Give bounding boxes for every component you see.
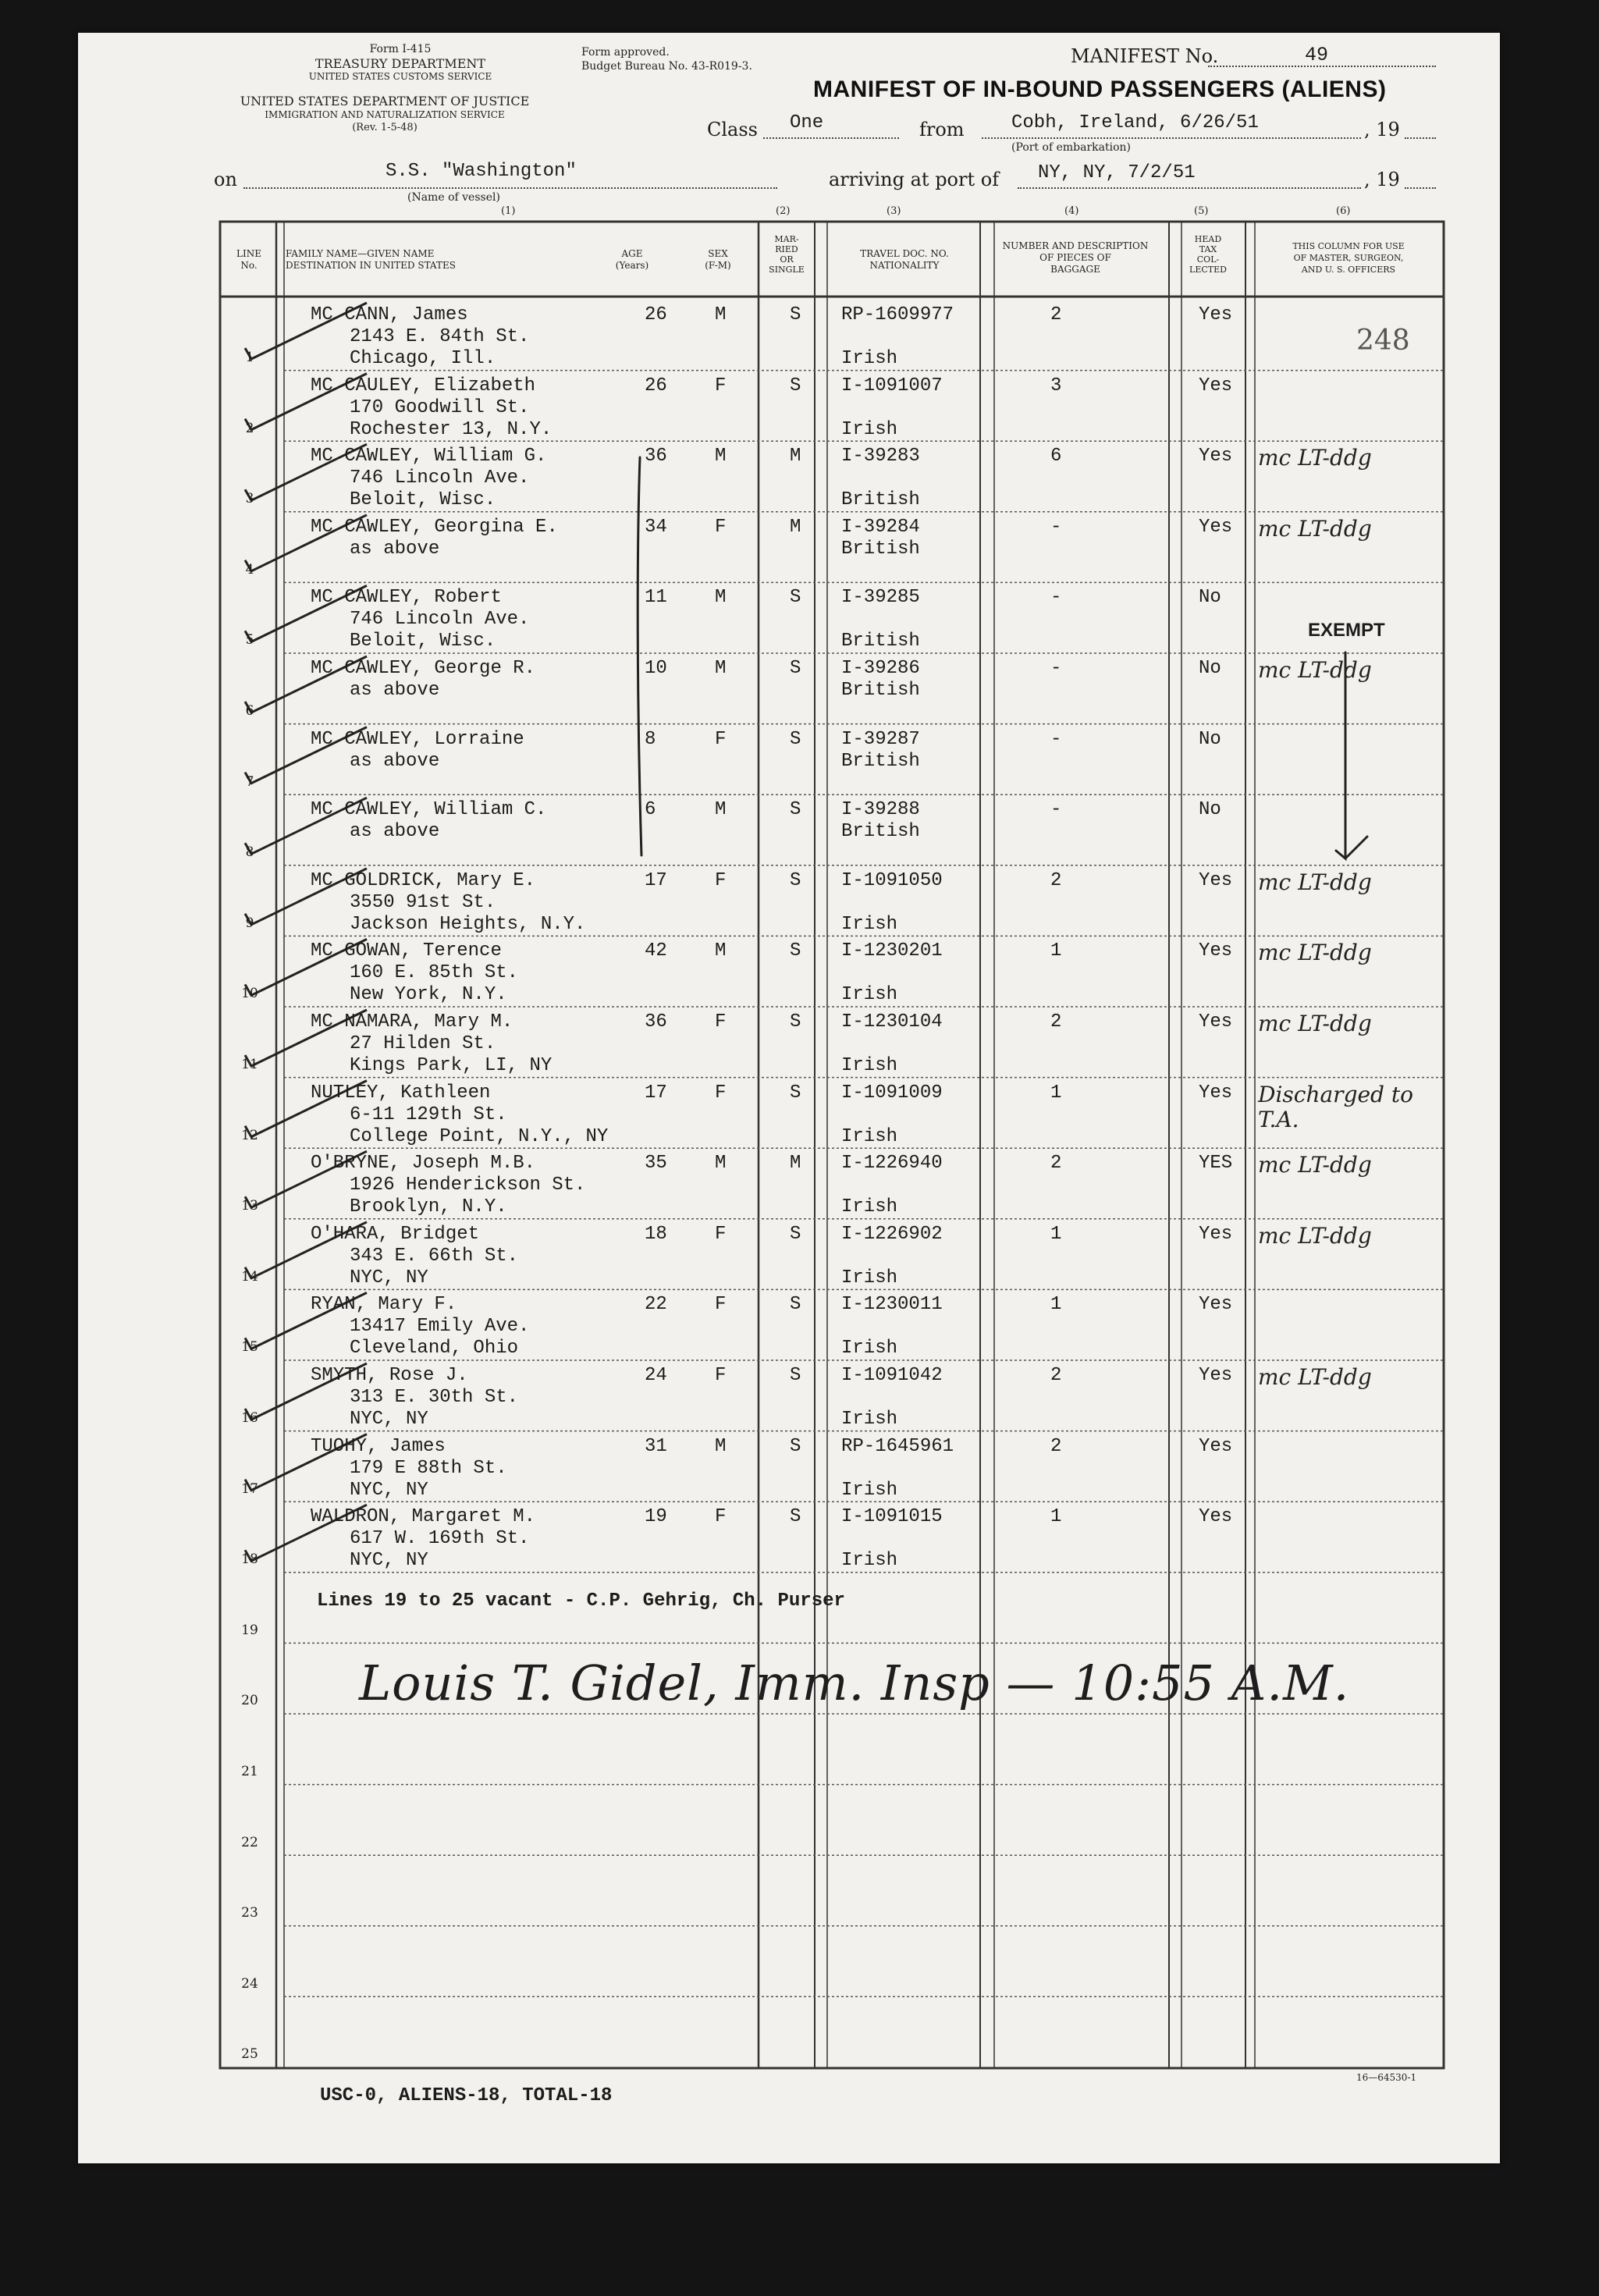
baggage-count: - [1050,799,1062,821]
treasury-dept: TREASURY DEPARTMENT [314,56,486,71]
empty-line-number: 25 [241,2046,258,2063]
destination-address: 179 E 88th St. [350,1457,507,1479]
head-tax-collected: Yes [1199,446,1233,467]
sex-value: F [715,1294,727,1316]
sex-value: F [715,1082,727,1104]
sex-value: M [715,304,727,325]
form-print-code: 16—64530-1 [1356,2072,1417,2083]
officer-annotation: mc LT-ddg [1258,515,1372,542]
age-value: 6 [645,799,656,821]
head-tax-collected: Yes [1199,1294,1233,1316]
nationality: Irish [841,1055,898,1076]
sex-value: F [715,1365,727,1386]
marital-status: S [790,375,801,396]
travel-doc-number: I-39288 [841,799,920,821]
marital-status: S [790,304,801,325]
travel-doc-number: I-1091009 [841,1082,943,1104]
age-value: 17 [645,869,667,891]
marital-status: S [790,587,801,609]
marital-status: S [790,1223,801,1245]
form-approved: Form approved. [581,46,670,59]
nationality: Irish [841,984,898,1006]
nationality: Irish [841,1409,898,1430]
destination-city: Jackson Heights, N.Y. [350,913,586,935]
age-value: 26 [645,304,667,325]
passenger-name: MC CAWLEY, Georgina E. [311,516,558,538]
destination-city: Brooklyn, N.Y. [350,1196,507,1218]
destination-city: Beloit, Wisc. [350,631,496,652]
sex-value: F [715,728,727,750]
from-label: from [919,119,965,140]
nationality: Irish [841,348,898,369]
destination-address: 746 Lincoln Ave. [350,609,530,631]
line-number: 12 [241,1127,258,1143]
age-value: 36 [645,446,667,467]
marital-status: S [790,1011,801,1032]
destination-city: NYC, NY [350,1267,428,1288]
arrival-port: NY, NY, 7/2/51 [1038,162,1196,183]
head-tax-collected: No [1199,799,1221,821]
passenger-name: SMYTH, Rose J. [311,1365,468,1386]
marital-status: M [790,1153,801,1175]
destination-address: 746 Lincoln Ave. [350,467,530,489]
line-number: 15 [241,1339,258,1356]
destination-city: Rochester 13, N.Y. [350,418,553,440]
destination-address: as above [350,750,440,772]
passenger-name: MC CAWLEY, George R. [311,658,536,679]
destination-city: Chicago, Ill. [350,348,496,369]
sex-value: M [715,1153,727,1175]
sex-value: F [715,1011,727,1032]
line-number: 8 [245,844,254,861]
form-number: Form I-415 [369,43,432,55]
travel-doc-number: I-1226940 [841,1153,943,1175]
empty-line-number: 22 [241,1834,258,1850]
nationality: Irish [841,1338,898,1359]
line-number: 18 [241,1551,258,1568]
marital-status: S [790,869,801,891]
class-value: One [790,112,824,133]
destination-address: 27 Hilden St. [350,1033,496,1054]
line-number: 7 [245,773,254,790]
class-label: Class [707,119,758,140]
nationality: Irish [841,1550,898,1572]
marital-status: S [790,1294,801,1316]
passenger-name: MC GOLDRICK, Mary E. [311,869,536,891]
sex-value: F [715,516,727,538]
col-number: (2) [776,205,791,217]
vessel-name: S.S. "Washington" [386,161,577,182]
year-suffix-2: , 19 [1364,169,1400,190]
baggage-count: 2 [1050,304,1062,325]
age-value: 19 [645,1506,667,1528]
passenger-name: MC CAULEY, Elizabeth [311,375,536,396]
marital-status: S [790,940,801,962]
head-tax-collected: Yes [1199,869,1233,891]
age-value: 34 [645,516,667,538]
travel-doc-number: I-1226902 [841,1223,943,1245]
destination-city: NYC, NY [350,1409,428,1430]
age-value: 10 [645,658,667,679]
col-number: (3) [887,205,901,217]
travel-doc-number: I-39286 [841,658,920,679]
baggage-count: 3 [1050,375,1062,396]
line-number: 14 [241,1268,258,1285]
head-tax-collected: No [1199,658,1221,679]
destination-city: New York, N.Y. [350,984,507,1006]
baggage-count: 2 [1050,1011,1062,1032]
baggage-count: 2 [1050,1435,1062,1457]
travel-doc-number: RP-1609977 [841,304,954,325]
travel-doc-number: I-1091050 [841,869,943,891]
year-suffix-1: , 19 [1364,119,1400,140]
empty-line-number: 23 [241,1905,258,1921]
passenger-name: MC CAWLEY, William C. [311,799,547,821]
age-value: 42 [645,940,667,962]
marital-status: M [790,446,801,467]
travel-doc-number: I-39287 [841,728,920,750]
head-tax-collected: Yes [1199,1506,1233,1528]
officer-annotation: Discharged to T.A. [1258,1081,1413,1132]
officer-annotation: mc LT-ddg [1258,1222,1372,1249]
marital-status: S [790,658,801,679]
travel-doc-number: RP-1645961 [841,1435,954,1457]
empty-line-number: 21 [241,1764,258,1779]
baggage-count: 6 [1050,446,1062,467]
header-sex: SEX (F-M) [705,248,731,271]
destination-address: as above [350,821,440,843]
officer-annotation: mc LT-ddg [1258,869,1372,895]
nationality: Irish [841,1479,898,1501]
col-number: (1) [501,205,516,217]
sex-value: M [715,587,727,609]
inspector-signature: Louis T. Gidel, Imm. Insp — 10:55 A.M. [359,1654,1350,1711]
destination-address: as above [350,538,440,560]
travel-doc-number: I-39284 [841,516,920,538]
sex-value: M [715,1435,727,1457]
travel-doc-number: I-1230011 [841,1294,943,1316]
age-value: 22 [645,1294,667,1316]
destination-address: 617 W. 169th St. [350,1528,530,1550]
travel-doc-number: I-39285 [841,587,920,609]
empty-line-number: 24 [241,1975,258,1992]
officer-annotation: mc LT-ddg [1258,657,1372,683]
marital-status: S [790,728,801,750]
baggage-count: - [1050,728,1062,750]
destination-address: 160 E. 85th St. [350,962,519,984]
baggage-count: - [1050,587,1062,609]
manifest-no-label: MANIFEST No. [1071,45,1219,67]
budget-bureau: Budget Bureau No. 43-R019-3. [581,60,752,73]
head-tax-collected: Yes [1199,516,1233,538]
marital-status: M [790,516,801,538]
head-tax-collected: Yes [1199,1011,1233,1032]
officer-annotation: mc LT-ddg [1258,1152,1372,1178]
destination-city: College Point, N.Y., NY [350,1125,609,1147]
header-name: FAMILY NAME—GIVEN NAME DESTINATION IN UNITED STATES [286,248,456,271]
head-tax-collected: Yes [1199,1435,1233,1457]
on-label: on [214,169,237,190]
head-tax-collected: YES [1199,1153,1233,1175]
nationality: Irish [841,1267,898,1288]
age-value: 17 [645,1082,667,1104]
destination-city: NYC, NY [350,1479,428,1501]
sex-value: F [715,375,727,396]
col-number: (6) [1336,205,1351,217]
exempt-annotation: EXEMPT [1308,620,1385,641]
officer-annotation: mc LT-ddg [1258,1011,1372,1036]
manifest-title: MANIFEST OF IN-BOUND PASSENGERS (ALIENS) [813,76,1387,102]
arriving-label: arriving at port of [829,169,1000,190]
destination-address: as above [350,680,440,701]
passenger-name: MC GOWAN, Terence [311,940,502,962]
customs-service: UNITED STATES CUSTOMS SERVICE [308,71,492,82]
destination-address: 170 Goodwill St. [350,396,530,418]
travel-doc-number: I-1091015 [841,1506,943,1528]
vessel-name-caption: (Name of vessel) [407,191,500,204]
baggage-count: - [1050,516,1062,538]
age-value: 31 [645,1435,667,1457]
head-tax-collected: Yes [1199,940,1233,962]
officer-annotation: mc LT-ddg [1258,445,1372,471]
col-number: (4) [1064,205,1079,217]
vacant-lines-note: Lines 19 to 25 vacant - C.P. Gehrig, Ch. Purser [317,1590,845,1612]
port-of-embarkation-caption: (Port of embarkation) [1011,141,1131,154]
baggage-count: 1 [1050,1223,1062,1245]
ins-name: IMMIGRATION AND NATURALIZATION SERVICE [265,109,505,120]
revision-date: (Rev. 1-5-48) [352,122,418,133]
header-baggage: NUMBER AND DESCRIPTION OF PIECES OF BAGGAGE [1002,240,1149,275]
age-value: 11 [645,587,667,609]
line-number: 4 [245,561,254,578]
destination-city: NYC, NY [350,1550,428,1572]
age-value: 36 [645,1011,667,1032]
passenger-name: TUOHY, James [311,1435,446,1457]
passenger-summary: USC-0, ALIENS-18, TOTAL-18 [320,2085,613,2106]
destination-address: 1926 Henderickson St. [350,1175,586,1196]
passenger-name: MC CANN, James [311,304,468,325]
passenger-name: MC CAWLEY, Lorraine [311,728,524,750]
dept-of-justice: UNITED STATES DEPARTMENT OF JUSTICE [240,94,530,108]
age-value: 18 [645,1223,667,1245]
travel-doc-number: I-1230201 [841,940,943,962]
line-number: 2 [245,420,254,436]
marital-status: S [790,1506,801,1528]
sex-value: M [715,446,727,467]
nationality: British [841,750,920,772]
baggage-count: - [1050,658,1062,679]
sex-value: M [715,799,727,821]
age-value: 35 [645,1153,667,1175]
head-tax-collected: Yes [1199,304,1233,325]
baggage-count: 2 [1050,869,1062,891]
passenger-name: MC NAMARA, Mary M. [311,1011,513,1032]
sex-value: M [715,940,727,962]
sex-value: F [715,1223,727,1245]
officer-annotation: mc LT-ddg [1258,1364,1372,1390]
col-number: (5) [1194,205,1209,217]
destination-address: 2143 E. 84th St. [350,326,530,347]
embarkation-port: Cobh, Ireland, 6/26/51 [1011,112,1259,133]
passenger-name: RYAN, Mary F. [311,1294,457,1316]
line-number: 6 [245,703,254,719]
line-number: 16 [241,1410,258,1426]
header-age: AGE (Years) [615,248,649,271]
destination-address: 343 E. 66th St. [350,1245,519,1267]
sex-value: F [715,1506,727,1528]
line-number: 11 [241,1057,258,1072]
marital-status: S [790,1082,801,1104]
passenger-name: WALDRON, Margaret M. [311,1506,536,1528]
header-travel-doc: TRAVEL DOC. NO. NATIONALITY [860,248,949,271]
head-tax-collected: Yes [1199,1223,1233,1245]
destination-address: 313 E. 30th St. [350,1387,519,1408]
baggage-count: 1 [1050,1506,1062,1528]
page-stamp: 248 [1356,325,1410,357]
age-value: 26 [645,375,667,396]
destination-city: Beloit, Wisc. [350,489,496,511]
baggage-count: 1 [1050,1082,1062,1104]
baggage-count: 2 [1050,1153,1062,1175]
header-married: MAR- RIED OR SINGLE [769,234,805,275]
nationality: British [841,680,920,701]
nationality: Irish [841,1196,898,1218]
age-value: 24 [645,1365,667,1386]
travel-doc-number: I-1091007 [841,375,943,396]
head-tax-collected: Yes [1199,1082,1233,1104]
nationality: British [841,821,920,843]
passenger-name: O'BRYNE, Joseph M.B. [311,1153,536,1175]
manifest-no: 49 [1305,44,1329,66]
travel-doc-number: I-1230104 [841,1011,943,1032]
marital-status: S [790,1365,801,1386]
destination-city: Kings Park, LI, NY [350,1055,553,1076]
officer-annotation: mc LT-ddg [1258,940,1372,966]
sex-value: M [715,658,727,679]
head-tax-collected: No [1199,728,1221,750]
nationality: British [841,538,920,560]
line-number: 13 [241,1198,258,1214]
empty-line-number: 20 [241,1693,258,1709]
empty-line-number: 19 [241,1622,258,1638]
header-line-no: LINE No. [236,248,261,271]
nationality: British [841,631,920,652]
line-number: 17 [241,1480,258,1497]
header-head-tax: HEAD TAX COL- LECTED [1189,234,1227,275]
baggage-count: 1 [1050,1294,1062,1316]
line-number: 1 [245,350,254,365]
line-number: 10 [241,986,258,1002]
destination-city: Cleveland, Ohio [350,1338,519,1359]
passenger-name: O'HARA, Bridget [311,1223,480,1245]
line-number: 9 [245,915,254,931]
header-officers-column: THIS COLUMN FOR USE OF MASTER, SURGEON, AND U. S. OFFICERS [1292,241,1405,275]
baggage-count: 2 [1050,1365,1062,1386]
nationality: Irish [841,418,898,440]
sex-value: F [715,869,727,891]
age-value: 8 [645,728,656,750]
head-tax-collected: Yes [1199,375,1233,396]
passenger-name: MC CAWLEY, Robert [311,587,502,609]
nationality: Irish [841,913,898,935]
marital-status: S [790,799,801,821]
marital-status: S [790,1435,801,1457]
baggage-count: 1 [1050,940,1062,962]
travel-doc-number: I-1091042 [841,1365,943,1386]
line-number: 3 [245,491,254,507]
destination-address: 6-11 129th St. [350,1104,507,1125]
nationality: British [841,489,920,511]
nationality: Irish [841,1125,898,1147]
destination-address: 3550 91st St. [350,891,496,913]
passenger-name: NUTLEY, Kathleen [311,1082,491,1104]
passenger-name: MC CAWLEY, William G. [311,446,547,467]
line-number: 5 [245,632,254,649]
travel-doc-number: I-39283 [841,446,920,467]
head-tax-collected: Yes [1199,1365,1233,1386]
destination-address: 13417 Emily Ave. [350,1316,530,1338]
head-tax-collected: No [1199,587,1221,609]
